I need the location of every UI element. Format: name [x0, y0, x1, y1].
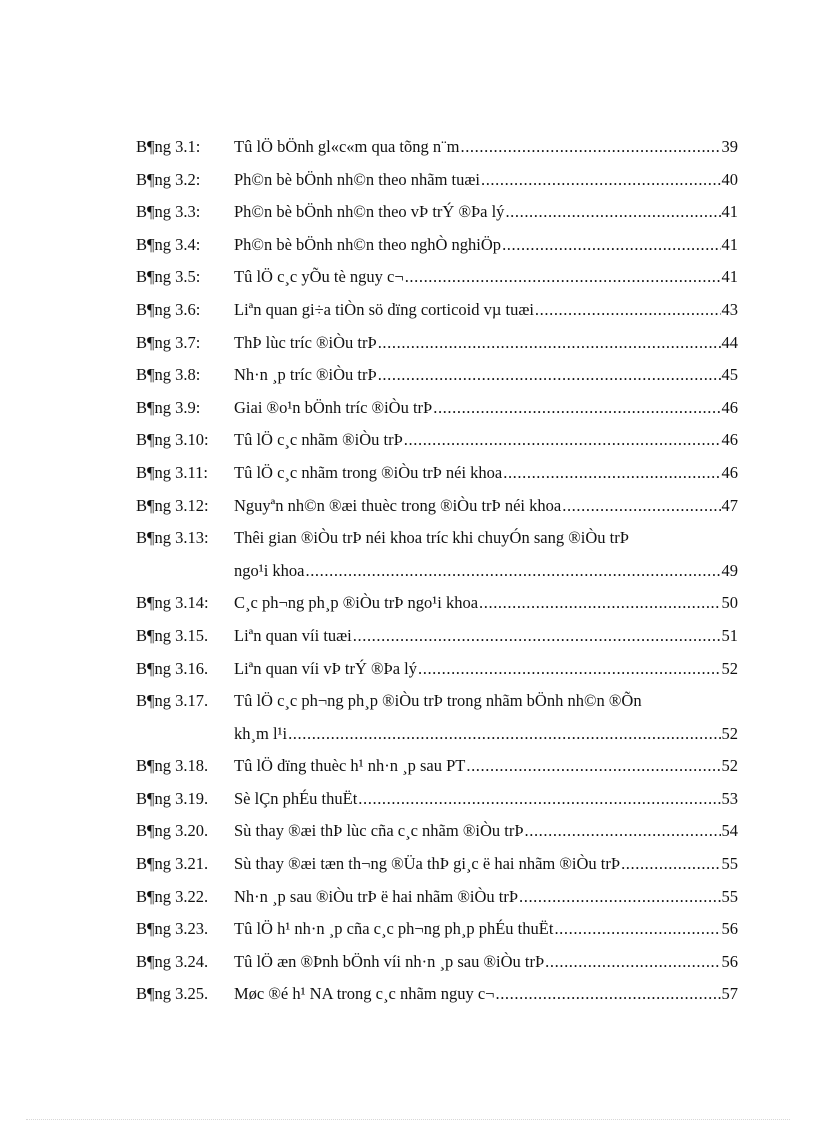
- toc-entry: [136, 424, 738, 457]
- toc-entry-title: ThÞ lùc tríc ®iÒu trÞ: [234, 332, 377, 352]
- toc-entry-title: Nh·n ¸p sau ®iÒu trÞ ë hai nhãm ®iÒu trÞ: [234, 886, 518, 906]
- toc-entry: [136, 881, 738, 914]
- dot-leader: [378, 359, 721, 392]
- toc-entry-page-number: 51: [721, 625, 738, 645]
- toc-entry: [136, 620, 738, 653]
- toc-entry: [136, 815, 738, 848]
- toc-entry-page-number: 40: [721, 169, 738, 189]
- toc-entry-label: B¶ng 3.22.: [136, 886, 209, 906]
- dot-leader: [502, 229, 720, 262]
- toc-entry-label: B¶ng 3.8:: [136, 365, 201, 385]
- toc-entry: [136, 978, 738, 1011]
- dot-leader: [460, 131, 720, 164]
- dot-leader: [545, 946, 720, 979]
- toc-entry-label: B¶ng 3.1:: [136, 137, 201, 156]
- toc-entry-title: Nh·n ¸p tríc ®iÒu trÞ: [234, 365, 377, 385]
- toc-entry-page-number: 55: [721, 886, 738, 906]
- toc-entry: [136, 392, 738, 425]
- toc-entry-label: B¶ng 3.12:: [136, 495, 209, 515]
- toc-entry-page-number: 39: [721, 137, 738, 156]
- table-of-tables: [136, 131, 738, 1011]
- toc-entry-page-number: 52: [721, 756, 738, 776]
- dot-leader: [621, 848, 720, 881]
- toc-entry-label: B¶ng 3.4:: [136, 234, 201, 254]
- dot-leader: [535, 294, 721, 327]
- toc-entry: [136, 294, 738, 327]
- toc-entry-page-number: 49: [721, 560, 738, 580]
- dot-leader: [404, 424, 721, 457]
- dot-leader: [505, 196, 720, 229]
- toc-entry-page-number: 56: [721, 951, 738, 971]
- toc-entry-title: Ph©n bè bÖnh nh©n theo nhãm tuæi: [234, 169, 480, 189]
- dot-leader: [479, 587, 720, 620]
- dot-leader: [562, 490, 720, 523]
- toc-entry-page-number: 56: [721, 919, 738, 939]
- toc-entry-page-number: 57: [721, 984, 738, 1004]
- toc-entry-page-number: 46: [721, 430, 738, 450]
- toc-entry-title: Tû lÖ c¸c nhãm ®iÒu trÞ: [234, 430, 403, 450]
- toc-entry-title: Tû lÖ h¹ nh·n ¸p cña c¸c ph¬ng ph¸p phÉu thuËt: [234, 919, 554, 939]
- toc-entry: [136, 946, 738, 979]
- dot-leader: [305, 555, 720, 588]
- toc-entry-label: B¶ng 3.23.: [136, 919, 209, 939]
- toc-entry-title: Nguyªn nh©n ®æi thuèc trong ®iÒu trÞ néi khoa: [234, 495, 562, 515]
- dot-leader: [418, 653, 721, 686]
- toc-entry-title: Ph©n bè bÖnh nh©n theo vÞ trÝ ®Þa lý: [234, 202, 505, 222]
- toc-entry-title: Liªn quan víi vÞ trÝ ®Þa lý: [234, 658, 417, 678]
- toc-entry-page-number: 43: [721, 299, 738, 319]
- toc-entry: [136, 327, 738, 360]
- toc-entry-page-number: 47: [721, 495, 738, 515]
- toc-entry-page-number: 45: [721, 365, 738, 385]
- toc-entry: [136, 913, 738, 946]
- dot-leader: [433, 392, 720, 425]
- toc-entry-page-number: 46: [721, 462, 738, 482]
- toc-entry: [136, 750, 738, 783]
- toc-entry-page-number: 54: [721, 821, 738, 841]
- toc-entry-title: Tû lÖ bÖnh gl«c«m qua tõng n¨m: [234, 137, 460, 156]
- toc-entry-label: B¶ng 3.17.: [136, 691, 209, 711]
- toc-entry-page-number: 50: [721, 593, 738, 613]
- toc-entry: [136, 685, 738, 750]
- toc-entry-page-number: 41: [721, 267, 738, 287]
- toc-entry-label: B¶ng 3.5:: [136, 267, 201, 287]
- dot-leader: [519, 881, 721, 914]
- dot-leader: [466, 750, 720, 783]
- toc-entry-title: Sè lÇn phÉu thuËt: [234, 788, 358, 808]
- toc-entry: [136, 457, 738, 490]
- dot-leader: [378, 327, 721, 360]
- toc-entry-title: Liªn quan gi÷a tiÒn sö dïng corticoid vµ tuæi: [234, 299, 534, 319]
- toc-entry-title: Tû lÖ æn ®Þnh bÖnh víi nh·n ¸p sau ®iÒu trÞ: [234, 951, 545, 971]
- page-bottom-divider: [26, 1119, 790, 1120]
- toc-entry: [136, 522, 738, 587]
- toc-entry: [136, 131, 738, 164]
- toc-entry-title: kh¸m l¹i: [234, 723, 288, 743]
- toc-entry-title: Tû lÖ dïng thuèc h¹ nh·n ¸p sau PT: [234, 756, 466, 776]
- toc-entry-page-number: 44: [721, 332, 738, 352]
- toc-entry-title: Sù thay ®æi thÞ lùc cña c¸c nhãm ®iÒu trÞ: [234, 821, 524, 841]
- toc-entry-label: B¶ng 3.20.: [136, 821, 209, 841]
- dot-leader: [495, 978, 720, 1011]
- toc-entry-label: B¶ng 3.6:: [136, 299, 201, 319]
- toc-entry-label: B¶ng 3.10:: [136, 430, 209, 450]
- toc-entry-label: B¶ng 3.11:: [136, 462, 208, 482]
- toc-entry-page-number: 52: [721, 723, 738, 743]
- toc-entry-page-number: 53: [721, 788, 738, 808]
- toc-entry: [136, 261, 738, 294]
- toc-entry-label: B¶ng 3.9:: [136, 397, 201, 417]
- toc-entry-label: B¶ng 3.21.: [136, 854, 209, 874]
- toc-entry: [136, 587, 738, 620]
- toc-entry-label: B¶ng 3.18.: [136, 756, 209, 776]
- toc-entry-title: C¸c ph¬ng ph¸p ®iÒu trÞ ngo¹i khoa: [234, 593, 479, 613]
- toc-entry-page-number: 41: [721, 234, 738, 254]
- toc-entry: [136, 196, 738, 229]
- toc-entry: [136, 848, 738, 881]
- toc-entry-label: B¶ng 3.19.: [136, 788, 209, 808]
- toc-entry-label: B¶ng 3.16.: [136, 658, 209, 678]
- dot-leader: [288, 718, 720, 751]
- dot-leader: [503, 457, 720, 490]
- dot-leader: [554, 913, 720, 946]
- dot-leader: [353, 620, 721, 653]
- toc-entry-title: Giai ®o¹n bÖnh tríc ®iÒu trÞ: [234, 397, 433, 417]
- toc-entry: [136, 490, 738, 523]
- toc-entry: [136, 229, 738, 262]
- toc-entry-title: Liªn quan víi tuæi: [234, 625, 352, 645]
- toc-entry-label: B¶ng 3.25.: [136, 984, 209, 1004]
- toc-entry-page-number: 46: [721, 397, 738, 417]
- toc-entry-title: Møc ®é h¹ NA trong c¸c nhãm nguy c¬: [234, 984, 495, 1004]
- toc-entry-page-number: 52: [721, 658, 738, 678]
- toc-entry-title: ngo¹i khoa: [234, 560, 305, 580]
- toc-entry-title: Tû lÖ c¸c nhãm trong ®iÒu trÞ néi khoa: [234, 462, 503, 482]
- toc-entry: [136, 164, 738, 197]
- toc-entry: [136, 783, 738, 816]
- toc-entry-label: B¶ng 3.3:: [136, 202, 201, 222]
- toc-entry-label: B¶ng 3.13:: [136, 528, 209, 548]
- toc-entry: [136, 653, 738, 686]
- dot-leader: [525, 815, 721, 848]
- toc-entry-title: Thêi gian ®iÒu trÞ néi khoa tríc khi chuyÓn sang ®iÒu trÞ: [234, 528, 629, 548]
- toc-entry: [136, 359, 738, 392]
- dot-leader: [405, 261, 721, 294]
- toc-entry-page-number: 55: [721, 854, 738, 874]
- toc-entry-title: Tû lÖ c¸c ph¬ng ph¸p ®iÒu trÞ trong nhãm bÖnh nh©n ®Õn: [234, 691, 642, 711]
- toc-entry-label: B¶ng 3.7:: [136, 332, 201, 352]
- toc-entry-label: B¶ng 3.14:: [136, 593, 209, 613]
- dot-leader: [358, 783, 720, 816]
- toc-entry-title: Sù thay ®æi tæn th¬ng ®Üa thÞ gi¸c ë hai nhãm ®iÒu trÞ: [234, 854, 621, 874]
- toc-entry-label: B¶ng 3.24.: [136, 951, 209, 971]
- toc-entry-title: Tû lÖ c¸c yÕu tè nguy c¬: [234, 267, 404, 287]
- toc-entry-title: Ph©n bè bÖnh nh©n theo nghÒ nghiÖp: [234, 234, 502, 254]
- toc-entry-label: B¶ng 3.2:: [136, 169, 201, 189]
- toc-entry-page-number: 41: [721, 202, 738, 222]
- dot-leader: [481, 164, 721, 197]
- toc-entry-label: B¶ng 3.15.: [136, 625, 209, 645]
